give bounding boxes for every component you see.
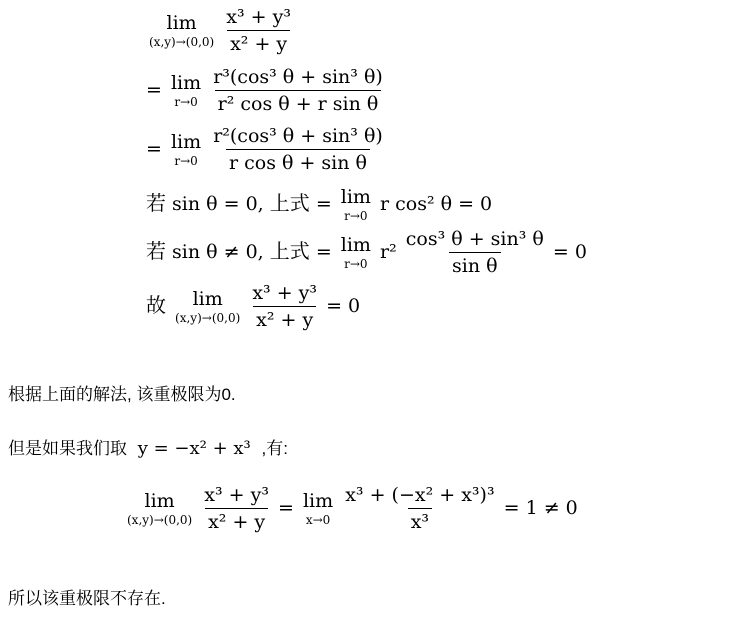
limit-operator [171, 74, 201, 108]
equals-sign: = [146, 138, 162, 160]
numerator: x³ + (−x² + x³)³ [345, 484, 495, 506]
lim-label: lim [170, 131, 202, 153]
derivation-line-2 [146, 68, 386, 114]
denominator: r cos θ + sin θ [226, 149, 370, 173]
lim-subscript: r→0 [344, 257, 368, 271]
numerator: r³(cos³ θ + sin³ θ) [213, 66, 383, 88]
fraction [249, 284, 320, 330]
denominator: x² + y [205, 508, 268, 532]
ruo-label: 若 [146, 239, 166, 263]
numerator: cos³ θ + sin³ θ [405, 228, 544, 250]
lim-label: lim [340, 234, 371, 256]
lim-subscript: r→0 [174, 95, 198, 109]
paragraph-prefix: 但是如果我们取 [8, 439, 127, 458]
lim-subscript: r→0 [344, 209, 368, 223]
derivation-line-1 [146, 8, 294, 54]
limit-operator [303, 492, 333, 526]
inline-math: y = −x² + x³ [137, 438, 251, 459]
lim-label: lim [340, 186, 371, 208]
result: = 0 [552, 241, 587, 263]
condition: sin θ = 0, [172, 193, 264, 215]
limit-operator [175, 290, 240, 324]
derivation-line-3 [146, 127, 386, 173]
limit-operator [127, 492, 192, 526]
lim-label: lim [166, 12, 197, 34]
denominator: sin θ [449, 252, 501, 276]
fraction [403, 230, 547, 276]
denominator: x³ [408, 508, 432, 532]
fraction [342, 486, 497, 532]
limit-operator [341, 188, 371, 222]
fraction [201, 486, 272, 532]
factor: r² [380, 241, 397, 263]
numerator: x³ + y³ [226, 6, 291, 28]
lim-label: lim [170, 72, 202, 94]
lim-label: lim [302, 490, 334, 512]
numerator: r²(cos³ θ + sin³ θ) [213, 125, 383, 147]
lim-subscript: x→0 [305, 513, 331, 527]
fraction [210, 68, 386, 114]
limit-operator [341, 236, 371, 270]
shangshi-label: 上式 [269, 239, 310, 263]
paragraph-conclusion: 所以该重极限不存在. [8, 589, 166, 608]
result: = 1 ≠ 0 [503, 497, 578, 519]
fraction [210, 127, 386, 173]
paragraph-counterexample [8, 434, 288, 459]
equals-sign: = [315, 193, 332, 215]
expression: r cos² θ = 0 [380, 193, 493, 215]
fraction [223, 8, 294, 54]
ruo-label: 若 [146, 191, 166, 215]
equals-sign: = [315, 241, 332, 263]
conclusion-line [146, 284, 360, 330]
case-sin-zero [146, 188, 492, 222]
equals-sign: = [278, 497, 294, 519]
denominator: x² + y [227, 30, 290, 54]
lim-subscript: r→0 [174, 154, 198, 168]
numerator: x³ + y³ [204, 484, 269, 506]
lim-subscript: (x,y)→(0,0) [175, 311, 241, 325]
lim-subscript: (x,y)→(0,0) [149, 35, 215, 49]
denominator: r² cos θ + r sin θ [215, 90, 382, 114]
numerator: x³ + y³ [252, 282, 318, 304]
gu-label: 故 [146, 293, 166, 317]
counterexample-equation [124, 486, 578, 532]
limit-operator [149, 14, 214, 48]
case-sin-nonzero [146, 230, 587, 276]
equals-sign: = [146, 79, 162, 101]
lim-label: lim [144, 490, 175, 512]
paragraph-suffix: ,有: [261, 439, 288, 458]
paragraph-result: 根据上面的解法, 该重极限为0. [8, 385, 236, 404]
condition: sin θ ≠ 0, [172, 241, 264, 263]
shangshi-label: 上式 [269, 191, 310, 215]
limit-operator [171, 133, 201, 167]
result: = 0 [326, 295, 361, 317]
denominator: x² + y [253, 306, 316, 330]
lim-subscript: (x,y)→(0,0) [127, 513, 193, 527]
lim-label: lim [192, 288, 223, 310]
